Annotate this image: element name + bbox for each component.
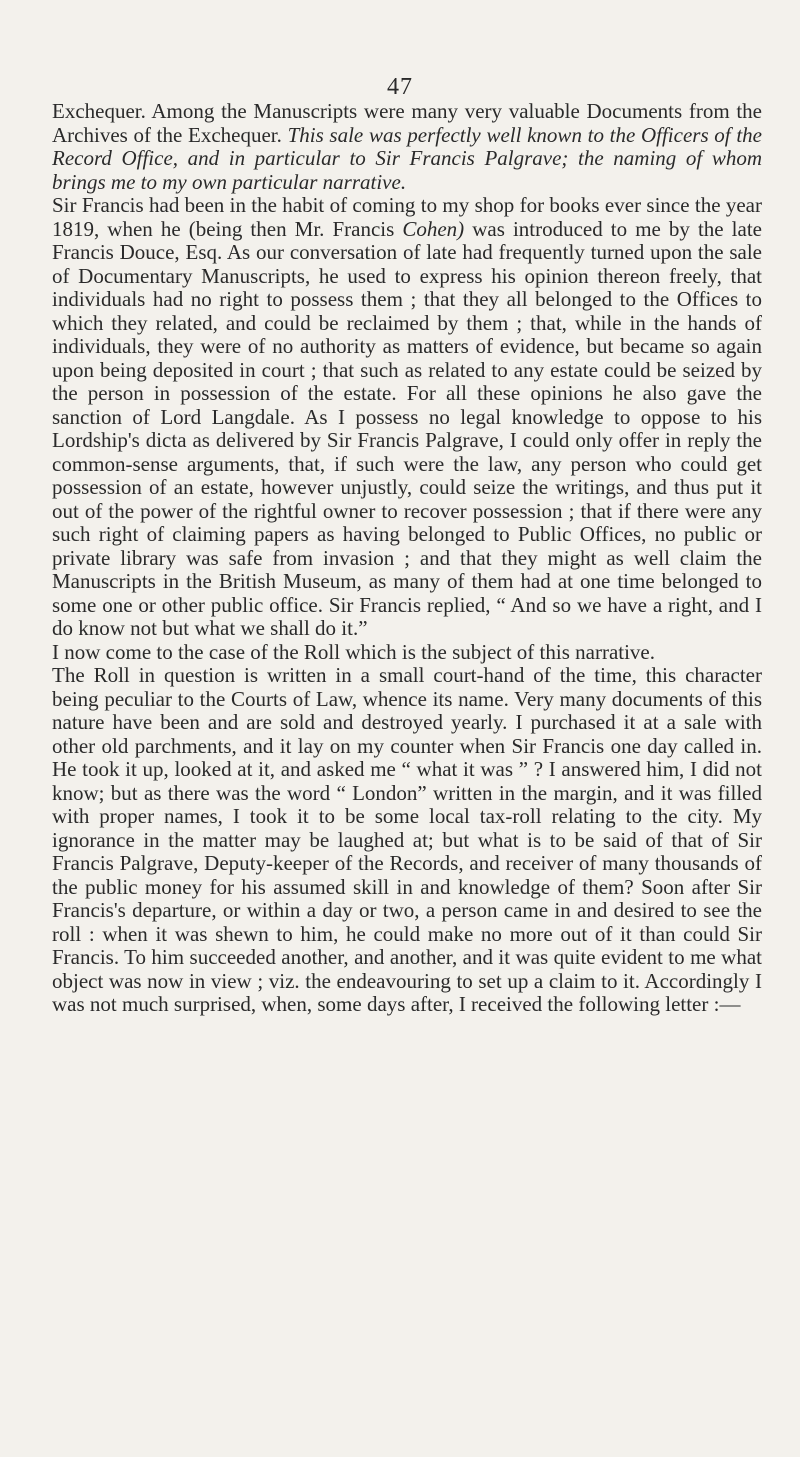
italic-text: Cohen) xyxy=(402,216,465,241)
italic-text: This sale was perfectly well known to the Officers of the Record Office, and in particular to Sir Francis Palgrave; the naming of whom brings me to my own particular narrative. xyxy=(52,122,762,194)
paragraph-text: Exchequer. Among the Manuscripts were many very valuable Documents from the Archives of the Exchequer. xyxy=(52,99,762,147)
page-number: 47 xyxy=(387,74,413,100)
body-text xyxy=(52,100,762,1017)
paragraph xyxy=(52,641,762,665)
paragraph-text: The Roll in question is written in a small court-hand of the time, this character being peculiar to the Courts of Law, whence its name. Very many documents of this nature have been and are sold and destroyed yearly. I purchased it at a sale with other old parchments, and it lay on my counter when Sir Francis one day called in. He took it up, looked at it, and asked me “ what it was ” ? I answered him, I did not know; but as there was the word “ London” written in the margin, and it was filled with proper names, I took it to be some local tax-roll relating to the city. My ignorance in the matter may be laughed at; but what is to be said of that of Sir Francis Palgrave, Deputy-keeper of the Records, and receiver of many thousands of the public money for his assumed skill in and knowledge of them? Soon after Sir Francis's departure, or within a day or two, a person came in and desired to see the roll : when it was shewn to him, he could make no more out of it than could Sir Francis. To him succeeded another, and another, and it was quite evident to me what object was now in view ; viz. the endeavouring to set up a claim to it. Accordingly I was not much surprised, when, some days after, I received the following letter :— xyxy=(52,663,762,1016)
paragraph xyxy=(52,194,762,641)
paragraph xyxy=(52,664,762,1017)
paragraph-text: was introduced to me by the late Francis Douce, Esq. As our conversation of late had frequently turned upon the sale of Documentary Manuscripts, he used to express his opinion thereon freely, that individuals had no right to possess them ; that they all belonged to the Offices to which they related, and could be reclaimed by them ; that, while in the hands of individuals, they were of no authority as matters of evidence, but became so again upon being deposited in court ; that such as related to any estate could be seized by the person in possession of the estate. For all these opinions he also gave the sanction of Lord Langdale. As I possess no legal knowledge to oppose to his Lordship's dicta as delivered by Sir Francis Palgrave, I could only offer in reply the common-sense arguments, that, if such were the law, any person who could get possession of an estate, however unjustly, could seize the writings, and thus put it out of the power of the rightful owner to recover possession ; that if there were any such right of claiming papers as having belonged to Public Offices, no public or private library was safe from invasion ; and that they might as well claim the Manuscripts in the British Museum, as many of them had at one time belonged to some one or other public office. Sir Francis replied, “ And so we have a right, and I do know not but what we shall do it.” xyxy=(52,216,762,640)
paragraph-text: I now come to the case of the Roll which is the subject of this narrative. xyxy=(52,639,656,664)
paragraph-text: Sir Francis had been in the habit of coming to my shop for books ever since the year 1819, when he (being then Mr. Francis xyxy=(52,193,762,241)
paragraph xyxy=(52,100,762,194)
